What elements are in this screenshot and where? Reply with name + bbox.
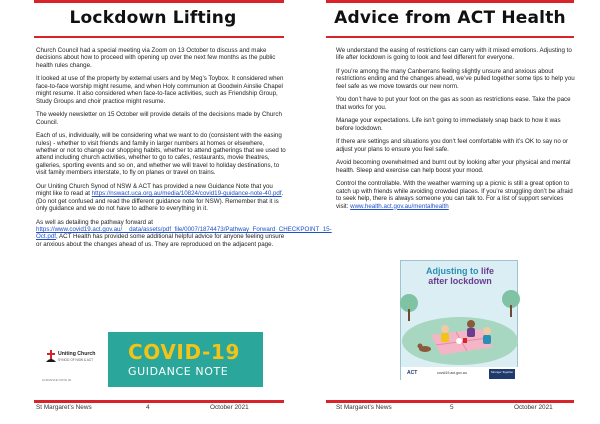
uniting-church-logo-icon <box>46 350 56 362</box>
top-red-rule <box>326 0 574 3</box>
pathway-forward-link[interactable]: https://www.covid19.act.gov.au/__data/assets/pdf_file/0007/1874473/Pathway_Forward_CHECKPOINT_15-Oct.pdf <box>36 226 332 241</box>
footer-publication: St Margaret’s News <box>336 404 392 411</box>
poster-title-part: Adjusting to <box>425 266 481 276</box>
org-subtitle: SYNOD OF NSW & ACT <box>58 358 94 362</box>
paragraph <box>36 218 332 249</box>
footer-publication: St Margaret’s News <box>36 404 92 411</box>
paragraph-text: Our Uniting Church Synod of NSW & ACT has provided a new Guidance Note that you might like to read at <box>36 182 273 198</box>
act-logo: ACT <box>407 370 418 376</box>
page-title: Advice from ACT Health <box>334 8 566 28</box>
covid-guidance-banner <box>36 332 263 387</box>
paragraph <box>336 180 576 210</box>
title-red-rule <box>34 36 284 38</box>
paragraph-text: , ACT Health has provided some additional helpful advice for anyone feeling unsure or anxious about the changes ahead of us. They are reproduced on the adjacent page. <box>36 233 285 248</box>
poster-title <box>401 266 519 286</box>
footer-page-number: 4 <box>146 404 150 411</box>
synod-guidance-link[interactable]: https://nswact.uca.org.au/media/10824/covid19-guidance-note-40.pdf <box>91 190 282 198</box>
paragraph: If you’re among the many Canberrans feeling slightly unsure and anxious about restrictions ending and the changes ahead, we’ve pulled together some tips to help you feel safe as we move towards our new norm. <box>336 68 575 90</box>
footer-page-number: 5 <box>450 404 454 411</box>
paragraph: It looked at use of the property by external users and by Meg’s Toybox. It considered when face-to-face worship might resume, and when Holy communion at Goodwin Ainslie Chapel might resume. It also considered when face-to-face activities, such as Friendship Group, Study Groups and choir practice might resume. <box>36 75 284 105</box>
footer-date: October 2021 <box>514 404 553 411</box>
picnic-illustration-icon <box>401 289 519 367</box>
paragraph-text: As well as detailing the pathway forward at <box>36 218 153 226</box>
article-body <box>336 47 576 216</box>
poster-title-line2: after lockdown <box>428 276 492 286</box>
paragraph: Manage your expectations. Life isn’t going to immediately snap back to how it was before lockdown. <box>336 117 561 132</box>
bottom-red-rule <box>326 400 574 403</box>
article-body <box>36 47 332 254</box>
paragraph: Church Council had a special meeting via Zoom on 13 October to discuss and make decisions about how to proceed with opening up over the next few months as the public health rules change. <box>36 47 276 69</box>
paragraph: You don’t have to put your foot on the gas as soon as restrictions ease. Take the pace that works for you. <box>336 96 571 111</box>
banner-title: COVID-19 <box>128 340 240 364</box>
paragraph: If there are settings and situations you don’t feel comfortable with it’s OK to say no or adjust your plans to ensure you feel safe. <box>336 138 569 153</box>
org-name: Uniting Church <box>58 351 96 357</box>
poster-title-accent: life <box>480 266 494 276</box>
paragraph: The weekly newsletter on 15 October will provide details of the decisions made by Church Council. <box>36 111 282 126</box>
paragraph: Each of us, individually, will be considering what we want to do (consistent with the easing rules) - whether to visit friends and family in larger numbers at homes or elsewhere, whether or not to change our shopping habits, whether to attend gatherings that we used to attend including church activities, whether to go to cafes, restaurants, movie theatres, galleries, sporting events and so on, and whether we will travel to holiday destinations, to visit family members interstate, to fly on planes or travel on trains. <box>36 132 286 177</box>
paragraph-text: Control the controllable. With the weather warming up a picnic is still a great option to catch up with friends while avoiding crowded places. If you’re struggling don’t be afraid to seek help, there is always someone you can talk to. For a list of support services visit: <box>336 180 573 210</box>
paragraph <box>36 183 286 213</box>
banner-logo-panel <box>36 332 108 387</box>
paragraph: We understand the easing of restrictions can carry with it mixed emotions. Adjusting to life after lockdown is going to look and feel different for everyone. <box>336 47 572 62</box>
adjusting-to-life-poster <box>400 260 518 380</box>
page-title: Lockdown Lifting <box>69 8 237 28</box>
banner-subtitle: GUIDANCE NOTE <box>128 365 229 378</box>
poster-footer-strip <box>401 367 519 381</box>
paragraph: Avoid becoming overwhelmed and burnt out by looking after your physical and mental health. Sleep and exercise can help boost your mood. <box>336 159 571 174</box>
bottom-red-rule <box>34 400 284 403</box>
top-red-rule <box>34 0 284 3</box>
guidance-note-number: GUIDANCE NOTE 40 <box>42 378 72 382</box>
stronger-together-badge: Stronger Together <box>489 369 515 379</box>
title-red-rule <box>326 36 574 38</box>
mental-health-link[interactable]: www.health.act.gov.au/mentalhealth <box>350 202 449 210</box>
poster-url: covid19.act.gov.au <box>437 371 467 375</box>
footer-date: October 2021 <box>210 404 249 411</box>
paragraph-text: . (Do not get confused and read the different guidance note for NSW). Remember that it is only guidance and we do not have to adhere to everything in it. <box>36 190 284 213</box>
